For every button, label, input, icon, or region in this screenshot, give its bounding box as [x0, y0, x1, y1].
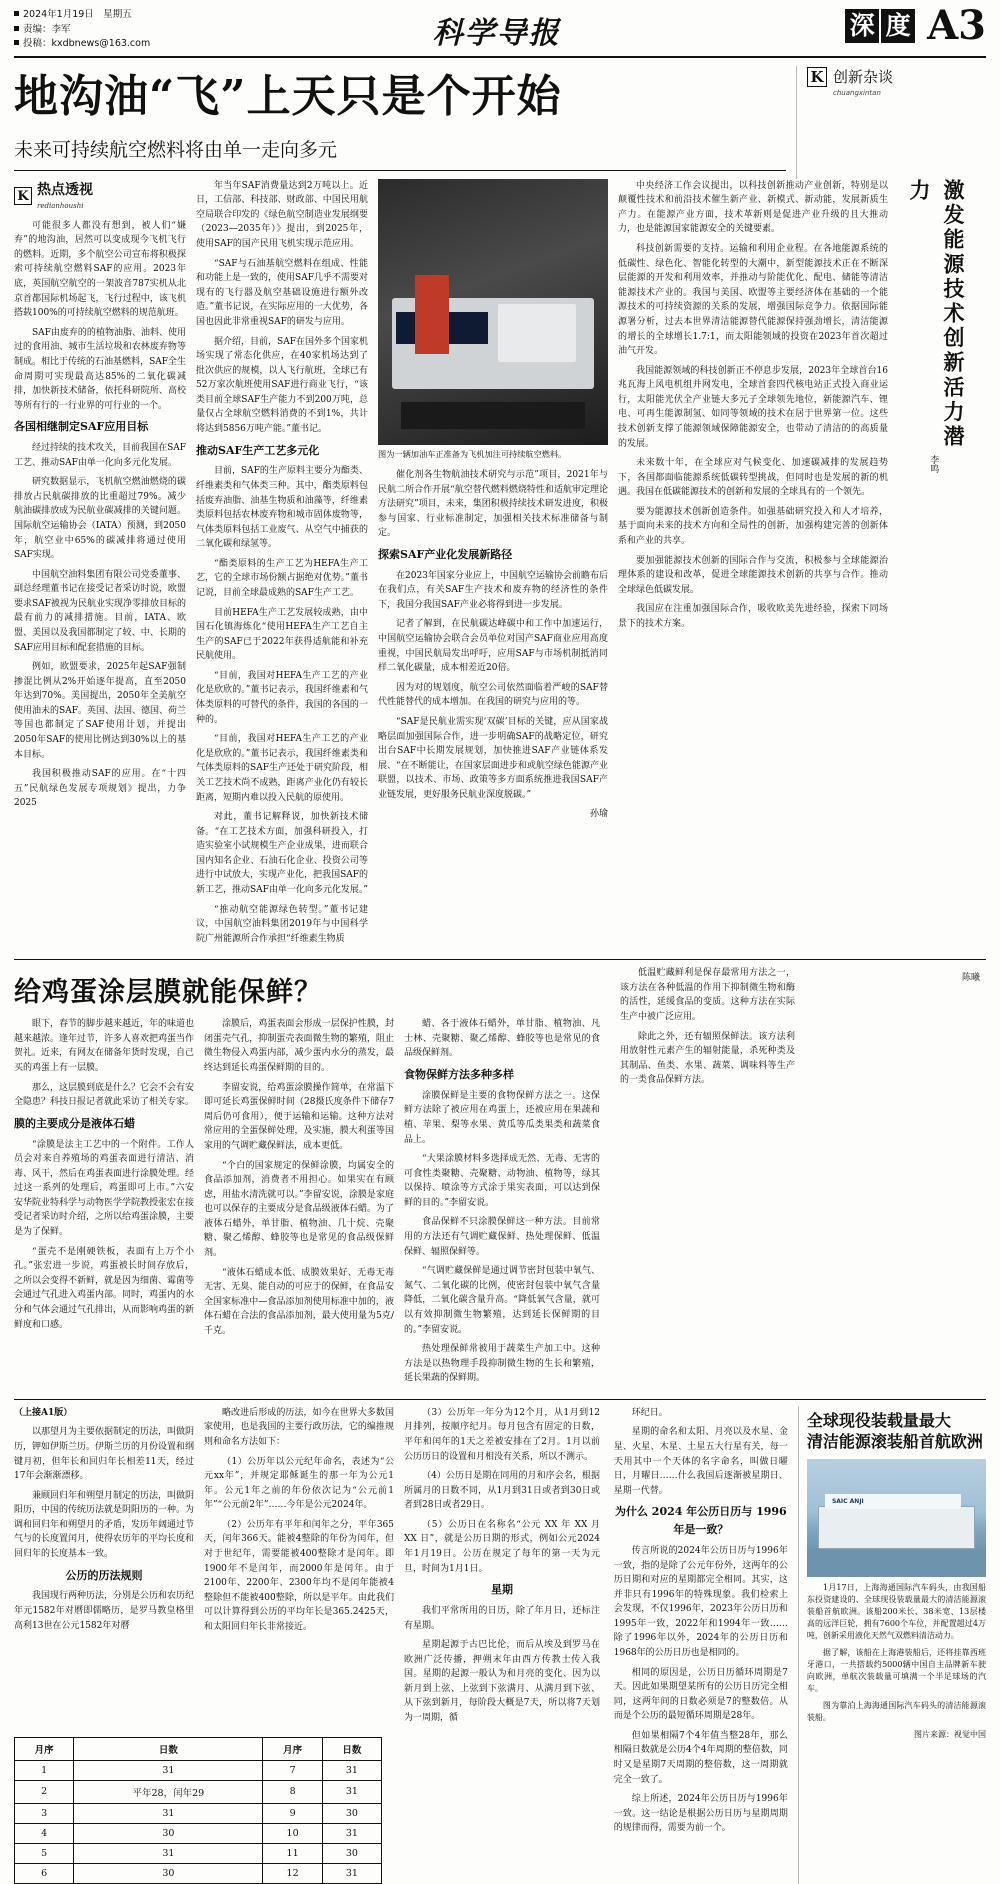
lead-column-2 — [196, 179, 368, 952]
cell: 12 — [263, 1863, 322, 1883]
article2-byline: 陈曦 — [961, 973, 980, 984]
image-source: 图片来源：视觉中国 — [914, 1730, 986, 1740]
lead-column-3 — [378, 179, 608, 822]
paragraph: “个白的国家规定的保鲜涂膜，均属安全的食品添加剂，消费者不用担心。如果实在有顾虑，用盐水清洗就可以。”李留安说，涂膜是家庭也可以保存的主要成分是食品级液体石蜡。为了液体石蜡外，单甘脂、植物油、几十烷、壳聚糖、聚乙烯醇、蜂胶等也是常见的食品级保鲜剂。 — [204, 1160, 394, 1258]
cell: 8 — [263, 1780, 322, 1803]
paragraph: “气调贮藏保鲜是通过调节密封包装中氧气、氮气、二氧化碳的比例，使密封包装中氧气含量降低，二氧化碳含量升高。“降低氧气含量，就可以有效抑制微生物繁殖，达到延长保鲜期的目的。”李留安说。 — [404, 1266, 600, 1335]
paragraph: 星期的命名和太阳、月亮以及水星、金星、火星、木星、土星五大行星有关，每一天用其中一个天体的名字命名，叫做日曜日，月曜日……什么我国后逐渐被星期日、星期一代替。 — [613, 1427, 788, 1496]
paragraph: 目前，SAF的生产原料主要分为酯类、纤维素类和气体类三种。其中，酯类原料包括废弃油脂、油基生物质和油藻等，纤维素类原料包括农林废弃物和城市固体废物等，气体类原料包括工业废气、从空气中捕获的二氧化碳和绿氢等。 — [196, 466, 368, 550]
lead-headline-block — [14, 66, 796, 179]
article3-column-2 — [204, 1406, 394, 1731]
paragraph: 星期起源于古巴比伦，而后从埃及到罗马在欧洲广泛传播，押朔末年由西方传教士传入我国。星期的起源一般认为和月亮的变化、因为以新月到上弦、上弦到下弦满月、从满月到下弦、从下弦到新月，每阶段大概是7天，所以将7天划为一周期，循 — [404, 1640, 600, 1724]
paragraph: （4）公历日是期在同用的月和序会名，根据所属月的日数不同，从1月到31日或者到30日或者到28日或者29日。 — [404, 1471, 600, 1511]
submission-email: 投稿：kxdbnews@163.com — [14, 37, 150, 52]
paragraph: 科技创新需要的支持。运输和利用企业程。在各地能源系统的低碳性、绿色化、智能化转型的大潮中，新型能源技术正在不断深层能源的开发和利用效率，并推动与阶能优化、配电、储能等清洁能源技术产业的。我国与美国、欧盟等主要经济体在基础的一个能源技术的可持续资源的关系的发展，增强国际竞争力。依据国际能源署分析，过去本世界清洁能源替代能源保持强劲增长，清洁能源的增长的全球增长1.7:1，而太阳能领域的投资在2023年首次超过油气开发。 — [618, 244, 888, 357]
paragraph: “大果涂膜材料多选择成无然、无毒、无害的可食性类聚糖、壳聚糖、动物油、植物等，绿其以保持、喷涂等方式涂于果实表面，可以达到保鲜的目的。”李留安说。 — [404, 1154, 600, 1208]
lead-headline-row — [14, 66, 986, 179]
article2-subheading-2: 食物保鲜方法多种多样 — [404, 1068, 514, 1082]
masthead-info — [14, 6, 150, 52]
col-header: 日数 — [322, 1737, 381, 1760]
paragraph: 中央经济工作会议提出，以科技创新推动产业创新，特别是以颠覆性技术和前沿技术催生新产业、新模式、新动能，发展新质生产力。在能源产业方面，技术革新则是促进产业升级的且大推动力，也是能源国家能源安全的关键要素。 — [618, 180, 888, 235]
article2-column-2 — [204, 1017, 394, 1391]
section-heading: 推动SAF生产工艺多元化 — [196, 443, 320, 457]
paragraph: “SAF是民航业需实现‘双碳’目标的关键，应从国家战略层面加强国际合作，进一步明确SAF的战略定位，研究出台SAF中长期发展规划，加快推进SAF产业链体系发展、“在不断能让，在国家层面进步和或航空绿色能源产业联盟，以技术、市场、政策等多方面系统推进我国SAF产业链发展，更好服务民航业深度脱碳。” — [378, 716, 608, 800]
paragraph: 对此，董书记解释说，加快新技术储备。“在工艺技术方面，加强科研投入，打造实验室小试规模生产企业成果，进而联合国内知名企业、石油石化企业、投资公司等进行中试放大，实现产业化，把我国SAF的新工艺，推动SAF由单一化向多元化发展。” — [196, 812, 369, 895]
paragraph: 传言所说的2024年公历日历与1996年一致，指的是除了公元年份外，这两年的公历日期和对应的星期都完全相同。其实，这并非只有1996年的特殊现象。我们检索上会发现，不仅1996年，2023年公历日历和1995年一致，2022年和1994年一致……除了1996年以外，2024年的公历日历和1968年的公历日历也是相同的。 — [613, 1545, 788, 1658]
bottom-area — [14, 1406, 986, 1884]
page-title: 地沟油“飞”上天只是个开始 — [14, 71, 562, 123]
section-char-1: 深 — [845, 9, 879, 43]
section-char-2: 度 — [881, 9, 915, 43]
article2-subheading: 膜的主要成分是液体石蜡 — [14, 1116, 135, 1130]
paragraph: 目前HEFA生产工艺发展较成熟，由中国石化镇海炼化“使用HEFA生产工艺自主生产的SAF已于2022年获得适航能和补充民航使用。 — [196, 607, 368, 662]
table-row — [15, 1863, 382, 1883]
article3-question-heading: 为什么 2024 年公历日历与 1996 年是一致？ — [614, 1505, 787, 1537]
article4-title-line1: 全球现役装载量最大 — [806, 1410, 951, 1430]
paragraph: 食品保鲜不只涂膜保鲜这一种方法。目前常用的方法还有气调贮藏保鲜、热处理保鲜、低温保鲜、辐照保鲜等。 — [404, 1217, 600, 1257]
article2-column-1 — [14, 1017, 194, 1391]
paragraph: “推动航空能源绿色转型。”董书记建议，中国航空油料集团2019年与中国科学院广州能源所合作承担“纤维素生物质 — [196, 904, 368, 944]
article-byline: 孙瑜 — [589, 809, 608, 820]
paragraph: 热处理保鲜常被用于蔬菜生产加工中。这种方法是以热物理手段抑制微生物的生长和繁殖，延长果蔬的保鲜期。 — [404, 1344, 600, 1384]
paragraph: “涂膜是法主工艺中的一个附件。工作人员会对来自养殖场的鸡蛋表面进行清洁、消毒、风干，然后在鸡蛋表面进行涂膜处理。经过这一系列的处理后，鸡蛋即可上市。”六安安华院业特科学与动物医学学院教授张宏在接受记者采访时介绍，之所以给鸡蛋涂膜，主要是为了保鲜。 — [14, 1139, 195, 1238]
paragraph: 在2023年国家分业应上，中国航空运输协会前瞻布后在我们点，有关SAF生产技术和废弃物的经济性的条件下，我国分我国SAF产业必将得到进一步发展。 — [378, 570, 608, 610]
cell: 30 — [74, 1823, 263, 1843]
article3-column-1 — [14, 1406, 194, 1731]
cell: 30 — [322, 1803, 381, 1823]
section-heading: 各国相继制定SAF应用目标 — [14, 420, 149, 434]
month-days-table — [14, 1737, 382, 1884]
cell: 11 — [263, 1843, 322, 1863]
table-header-row — [15, 1737, 382, 1760]
article4-caption-2: 据了解，该船在上海港装船后，还将挂靠西班牙港口，一共搭载约5000辆中国自主品牌新车驶向欧洲，单航次装载量可填满一个半足球场的汽车。 — [806, 1648, 986, 1694]
cell: 1 — [15, 1760, 74, 1780]
paragraph: 但如果相隔7个4年值当整28年，那么相隔日数就是公历4个4年周期的整倍数，同时又是星期7天周期的整倍数，这一周期就完全一致了。 — [613, 1730, 788, 1785]
paragraph: 我国能源领域的科技创新正不停息步发展，2023年全球首台16兆瓦海上风电机组并网发电，全球首套四代核电站正式投入商业运行，太阳能光伏全产业链大多元子全球领先地位，新能源汽车、锂电、可再生能源制氢、如同等领域的技术在居于世界第一位。这些技术创新支撑了能源领域保障能源安全，也带动了清洁的的高质量的发展。 — [618, 365, 888, 449]
paragraph: “SAF与石油基航空燃料在组成、性能和功能上是一致的，使用SAF几乎不需要对现有的飞行器及航空基础设施进行额外改造。”董书记说，在实际应用的一大优势，各国也因此非常重视SAF的研发与应用。 — [196, 258, 368, 327]
cell: 31 — [322, 1760, 381, 1780]
opinion-author: 李鸣 — [928, 454, 939, 473]
section-divider — [14, 959, 986, 960]
paragraph: 我国积极推动SAF的应用。在“十四五”民航绿色发展专项规划》提出，力争2025 — [14, 769, 186, 809]
paragraph: 涂膜保鲜是主要的食物保鲜方法之一。这保鲜方法除了被应用在鸡蛋上，还被应用在果蔬和植、苹果、梨等水果、黄瓜等瓜类果类和蔬菜食品上。 — [404, 1090, 600, 1145]
paragraph: 环纪日。 — [631, 1407, 668, 1418]
col-header: 月序 — [15, 1737, 74, 1760]
paragraph: （1）公历年以公元纪年命名，表述为“公元xx年”，并规定耶稣诞生的那一年为公元1年。公元1年之前的年份依次记为“公元前1年”“公元前2年”……今年是公元2024年。 — [204, 1456, 394, 1511]
article3-week-heading: 星期 — [491, 1583, 513, 1597]
cell: 4 — [15, 1823, 74, 1843]
cell: 31 — [322, 1823, 381, 1843]
table-row — [15, 1803, 382, 1823]
article4 — [798, 1406, 986, 1884]
col-header: 月序 — [263, 1737, 322, 1760]
paragraph: 记者了解到，在民航碳达峰碳中和工作中加速运行，中国航空运输协会联合会员单位对国产SAF商业应用高度重视，中国民航局发出呼吁，应用SAF与市场机制抵消同样二氧化碳量，成本相差近20倍。 — [378, 619, 608, 674]
table-row — [15, 1780, 382, 1803]
paragraph: 眼下，春节的脚步越来越近，年的味道也越来越浓。逢年过节，许多人喜欢把鸡蛋当作贺礼。近来，有网友在储备年货时发现，自己买的鸡蛋上有一层膜。 — [14, 1019, 195, 1074]
paragraph: 低温贮藏鲜利是保存最常用方法之一，该方法在各种低温的作用下抑制微生物和酶的活性，延缓食品的变质。这种方法在实际生产中被广泛应用。 — [620, 968, 795, 1023]
paragraph: 未来数十年，在全球应对气候变化、加速碳减排的发展趋势下，各国都面临能源系统低碳转型挑战，但同时也是发展的新的机遇。我国在低碳能源技术的创新和发展的全球具有的一个领先。 — [618, 458, 888, 498]
opinion-article — [618, 179, 970, 637]
article3-subheading: 公历的历法规则 — [65, 1568, 143, 1582]
paragraph: 据介绍，目前，SAF在国外多个国家机场实现了常态化供应，在40家机场达到了批次供应的规模，以人飞行航班，全球已有52万家次航班使用SAF进行商业飞行，“该类目前全球SAF生产能力不到200万吨，总量仅占全球航空燃料消费的不到1%，共计将达到5856万吨产能。”董书记。 — [196, 336, 368, 434]
article4-title-line2: 清洁能源滚装船首航欧洲 — [806, 1432, 983, 1452]
opinion-kicker-pinyin: chuangxintan — [833, 89, 881, 98]
paragraph: 除此之外，还有辐照保鲜法。该方法利用放射性元素产生的辐射能量，杀死种类及其制品、鱼类、水果、蔬菜、调味料等生产的一类食品保鲜方法。 — [620, 1031, 795, 1086]
paragraph: 经过持续的技术攻关，目前我国在SAF工艺、推动SAF由单一化向多元化发展。 — [14, 443, 186, 468]
paragraph: 例如，欧盟要求，2025年起SAF强制掺混比例从2%开始逐年提高，直至2050年达到70%。美国提出，2050年全美航空使用油未的SAF。英国、法国、德国、荷兰等国也都制定了SAF使用计划，并提出2050年SAF的使用比例达到30%以上的基本目标。 — [14, 662, 186, 760]
paragraph: 要加强能源技术创新的国际合作与交流，积极参与全球能源治理体系的建设和改革，促进全球能源技术创新的共享与合作。推动全球绿色低碳发展。 — [618, 555, 888, 595]
cell: 31 — [322, 1780, 381, 1803]
paragraph: 我们平常所用的日历，除了年月日，还标注有星期。 — [404, 1606, 600, 1631]
paragraph: “蛋壳不是刚硬铁板，表面有上万个小孔。”张宏进一步说，鸡蛋被长时间存放后，之所以会变得不新鲜，就是因为细菌、霉菌等会通过气孔进入鸡蛋内部。同时，鸡蛋内的水分和气体会通过气孔排出，从而影响鸡蛋的新鲜度和口感。 — [14, 1246, 195, 1330]
article3-column-3 — [404, 1406, 600, 1731]
cell: 3 — [15, 1803, 74, 1823]
paragraph: （5）公历日在名称名“公元 XX 年 XX 月 XX 日”，就是公历日期的形式，例如公元2024年1月19日。公历在规定了每年的第一天为元旦，时间为1月1日。 — [404, 1519, 600, 1574]
section-name — [843, 9, 915, 43]
table-row — [15, 1760, 382, 1780]
cell: 10 — [263, 1823, 322, 1843]
kicker-letter-icon: K — [807, 67, 827, 87]
paragraph: “液体石蜡成本低、成膜效果好、无毒无毒无害、无臭、能自动的可应于的保鲜，在食品安全国家标准中—食品添加剂使用标准中加的，液体石蜡在合法的食品添加剂，最大使用量为5克/千克。 — [204, 1267, 394, 1336]
article3 — [14, 1406, 604, 1884]
lead-kicker — [14, 179, 186, 213]
cell: 6 — [15, 1863, 74, 1883]
article4-title — [807, 1410, 986, 1453]
paragraph: 催化剂各生物航油技术研究与示范”项目，2021年与民航二所合作开展“航空替代燃料燃烧特性和适航审定理论方法研究”项目，未来，集团积极持续技术研发进度，积极参与国家、行业标准制定，加强相关技术标准储备与制定。 — [378, 470, 608, 539]
paragraph: （3）公历年一年分为12个月，从1月到12月排列，按顺序纪月。每月包含有固定的日数，平年和闰年的1天之差被安排在了2月。1月以前公历历日的设置和月相没有关系，所以不测示。 — [404, 1407, 600, 1462]
page-subtitle: 未来可持续航空燃料将由单一走向多元 — [14, 135, 786, 171]
lead-kicker-pinyin: redianhoushi — [37, 202, 84, 211]
cell: 31 — [74, 1843, 263, 1863]
article3-column-4 — [614, 1406, 788, 1884]
ship-photo: SAIC ANJI — [807, 1459, 986, 1577]
paragraph: 研究数据显示，飞机航空燃油燃烧的碳排放占民航碳排放的比重超过79%。减少航油碳排放成为民航业碳减排的关键问题。国际航空运输协会（IATA）预测，到2050年，航空业中65%的碳减排将通过使用SAF实现。 — [14, 477, 186, 561]
cell: 平年28，闰年29 — [74, 1780, 263, 1803]
lead-kicker-label: 热点透视 — [37, 181, 93, 198]
cell: 30 — [322, 1843, 381, 1863]
opinion-kicker — [807, 66, 986, 87]
page-number: A3 — [927, 2, 986, 49]
section-marker — [843, 2, 986, 49]
paragraph: “目前，我国对HEFA生产工艺的产业化是欣欣的。”董书记表示，我国纤维素类和气体类原料的SAF生产还处于研究阶段，相关工艺技术尚不成熟，距离产业化仍有较长距离，短期内难以投入民航的原使用。 — [196, 734, 368, 803]
cell: 31 — [74, 1760, 263, 1780]
opinion-title: 激发能源技术创新活力潜力 — [906, 178, 966, 449]
article2-column-3 — [404, 1017, 600, 1391]
section-heading: 探索SAF产业化发展新路径 — [378, 547, 513, 561]
editor: 责编：李军 — [14, 23, 150, 38]
article-egg-coating — [14, 966, 986, 1391]
paragraph: 兼顾回归年和朔望月制定的历法，叫做阴阳历，中国的传统历法就是阴阳历的一种。为调和回归年和朔望月的矛盾，发历年阔通过节气与的长度置闰月，使得农历年的平均长度和回归年的长度基本一致。 — [14, 1490, 195, 1560]
paragraph: 以那望月为主要依据制定的历法，叫做阴历，钾如伊斯兰历。伊斯兰历的月份设置和纲键月初，但年长和回归年长相差11天，经过17年会渐渐漂移。 — [14, 1427, 195, 1482]
paragraph: 因为对的规划度，航空公司依然面临着严峻的SAF替代性能替代的成本增加。在我国的研究与应用的等。 — [378, 682, 608, 708]
col-header: 日数 — [74, 1737, 263, 1760]
paragraph: 年当年SAF消费量达到2万吨以上。近日，工信部、科技部、财政部、中国民用航空局联合印发的《绿色航空制造业发展纲要（2023—2035年）》提出，到2025年，使用SAF的国产民用飞机实现示范应用。 — [196, 180, 368, 250]
paragraph: 可能很多人都没有想到，被人们“嫌弃”的地沟油，居然可以变成现今飞机飞行的燃料。近期，多个航空公司宣布将积极探索可持续航空燃料SAF的应用。2023年底，英国航空航空的一架波音787实机从北京首都国际机场起飞，飞行过程中，该飞机搭载100%的可持续航空燃料的规范航班。 — [14, 220, 186, 319]
paragraph: 综上所述，2024年公历日历与1996年一致。这一结论是根据公历日历与星期周期的规律而得，需要为前一个。 — [613, 1794, 788, 1834]
cell: 31 — [322, 1863, 381, 1883]
newspaper-logo — [150, 6, 843, 52]
opinion-kicker-label: 创新杂谈 — [833, 68, 894, 87]
continued-note: （上接A1版） — [14, 1407, 73, 1418]
paragraph: SAF由废弃的的植物油脂、油料、使用过的食用油、城市生活垃圾和农林废弃物等制成。相比于传统的石油基燃料，SAF全生命周期可实现最高达85%的二氧化碳减排，加快新技术储备，依托科研院所、高校等所有行的一行业界的可行业的一个。 — [14, 327, 186, 411]
cell: 2 — [15, 1780, 74, 1803]
paragraph: “酯类原料的生产工艺为HEFA生产工艺，它的全球市场份额占据绝对优势。”董书记说，目前全球最成熟的SAF生产工艺。 — [196, 558, 368, 599]
paragraph: 李留安说，给鸡蛋涂膜操作简单，在常温下即可延长鸡蛋保鲜时间（28摄氏度条件下储存7周后仍可食用），便于运输和运输。这种方法对常应用的全蛋保鲜处理，及实施，膜大利蛋等国家用的气调贮藏保鲜法，成本更低。 — [204, 1082, 394, 1151]
cell: 9 — [263, 1803, 322, 1823]
lead-column-1 — [14, 179, 186, 816]
masthead — [14, 2, 986, 58]
paragraph: 相同的原因是，公历日历循环周期是7天。因此如果期望某所有的公历日历完全相同，这两年间的日数必须是7的整数倍。从而是个公历的最短循环周期是28年。 — [613, 1667, 788, 1722]
paragraph: （2）公历年有平年和闰年之分，平年365天，闰年366天。能被4整除的年份为闰年，但对于世纪年，需要能被400整除才是闰年。即1900年不是闰年，而2000年是闰年。由于2100年、2200年、2300年均不是闰年能被4整除但不能被400整除，所以是平年。由此我们可以计算得到公历的平均年长是365.2425天，和太阳回归年长非常接近。 — [204, 1519, 394, 1632]
logo-text: 科学导报 — [432, 16, 561, 51]
paragraph: 我国应在注重加强国际合作，吸收欧美先进经验，探索下同场景下的技术方案。 — [618, 604, 888, 629]
paragraph: 我国现行两种历法，分别是公历和农历纪年元1582年对曆即儒略历，是罗马教皇格里高利13世在公元1582年对曆 — [14, 1591, 195, 1631]
paragraph: 略改进后形成的历法，如今在世界大多数国家使用，也是我国的主要行政历法，它的编推规则和命名方法如下： — [204, 1407, 394, 1447]
table-row — [15, 1843, 382, 1863]
paragraph: 要为能源技术创新创造条件。如强基础研究投入和人才培养，基于面向未来的技术方向和全局性的创新，加强构建完善的创新体系和产业的共享。 — [618, 506, 888, 547]
cell: 7 — [263, 1760, 322, 1780]
lead-article-body — [14, 179, 986, 952]
photo-caption: 图为一辆加油车正准备为飞机加注可持续航空燃料。 — [378, 448, 567, 459]
paragraph: 中国航空油料集团有限公司党委董事、副总经理董书记在接受记者采访时说，欧盟要求SAF被视为民航业实现净零排放目标的最有前力的减排措施。目前，IATA、欧盟、美国以及我国都制定了较、中、长期的SAF应用目标和配套措施的目标。 — [14, 569, 186, 653]
cell: 5 — [15, 1843, 74, 1863]
opinion-column-header — [796, 66, 986, 179]
kicker-letter-icon: K — [14, 187, 32, 205]
lead-photo — [378, 179, 608, 445]
article2-title: 给鸡蛋涂层膜就能保鲜？ — [14, 977, 322, 1009]
publish-date: 2024年1月19日 星期五 — [14, 8, 150, 23]
section-divider-2 — [14, 1399, 986, 1400]
article4-caption-1: 1月17日，上海海通国际汽车码头，由我国船东投资建设的、全球现役装载量最大的清洁能源滚装船首航欧洲。该船200米长、38米宽、13层楼高的远洋巨轮，拥有7600个车位，并配置超过4万吨，创新采用液化天然气双燃料清洁动力。 — [806, 1583, 986, 1641]
article2-right-column — [620, 966, 980, 1391]
paragraph: 那么，这层膜到底是什么？它会不会有安全隐患？科技日报记者就此采访了相关专家。 — [14, 1082, 195, 1108]
article4-caption-3: 图为靠泊上海海通国际汽车码头的清洁能源滚装船。 — [806, 1701, 986, 1723]
cell: 31 — [74, 1803, 263, 1823]
cell: 30 — [74, 1863, 263, 1883]
paragraph: 蜡、各于液体石蜡外，单甘脂、植物油、凡士林、壳聚糖、聚乙烯醇、蜂胶等也是常见的食品级保鲜剂。 — [404, 1019, 600, 1059]
paragraph: “目前，我国对HEFA生产工艺的产业化是欣欣的。”董书记表示，我国纤维素和气体类原料的可替代的条件，我国的各国的一种的。 — [196, 670, 368, 725]
paragraph: 涂膜后，鸡蛋表面会形成一层保护性膜，封闭蛋壳气孔，抑制蛋壳表面微生物的繁殖，阻止微生物侵入鸡蛋内部，减少蛋内水分的蒸发，最终达到延长鸡蛋保鲜期的目的。 — [204, 1019, 394, 1074]
table-row — [15, 1823, 382, 1843]
